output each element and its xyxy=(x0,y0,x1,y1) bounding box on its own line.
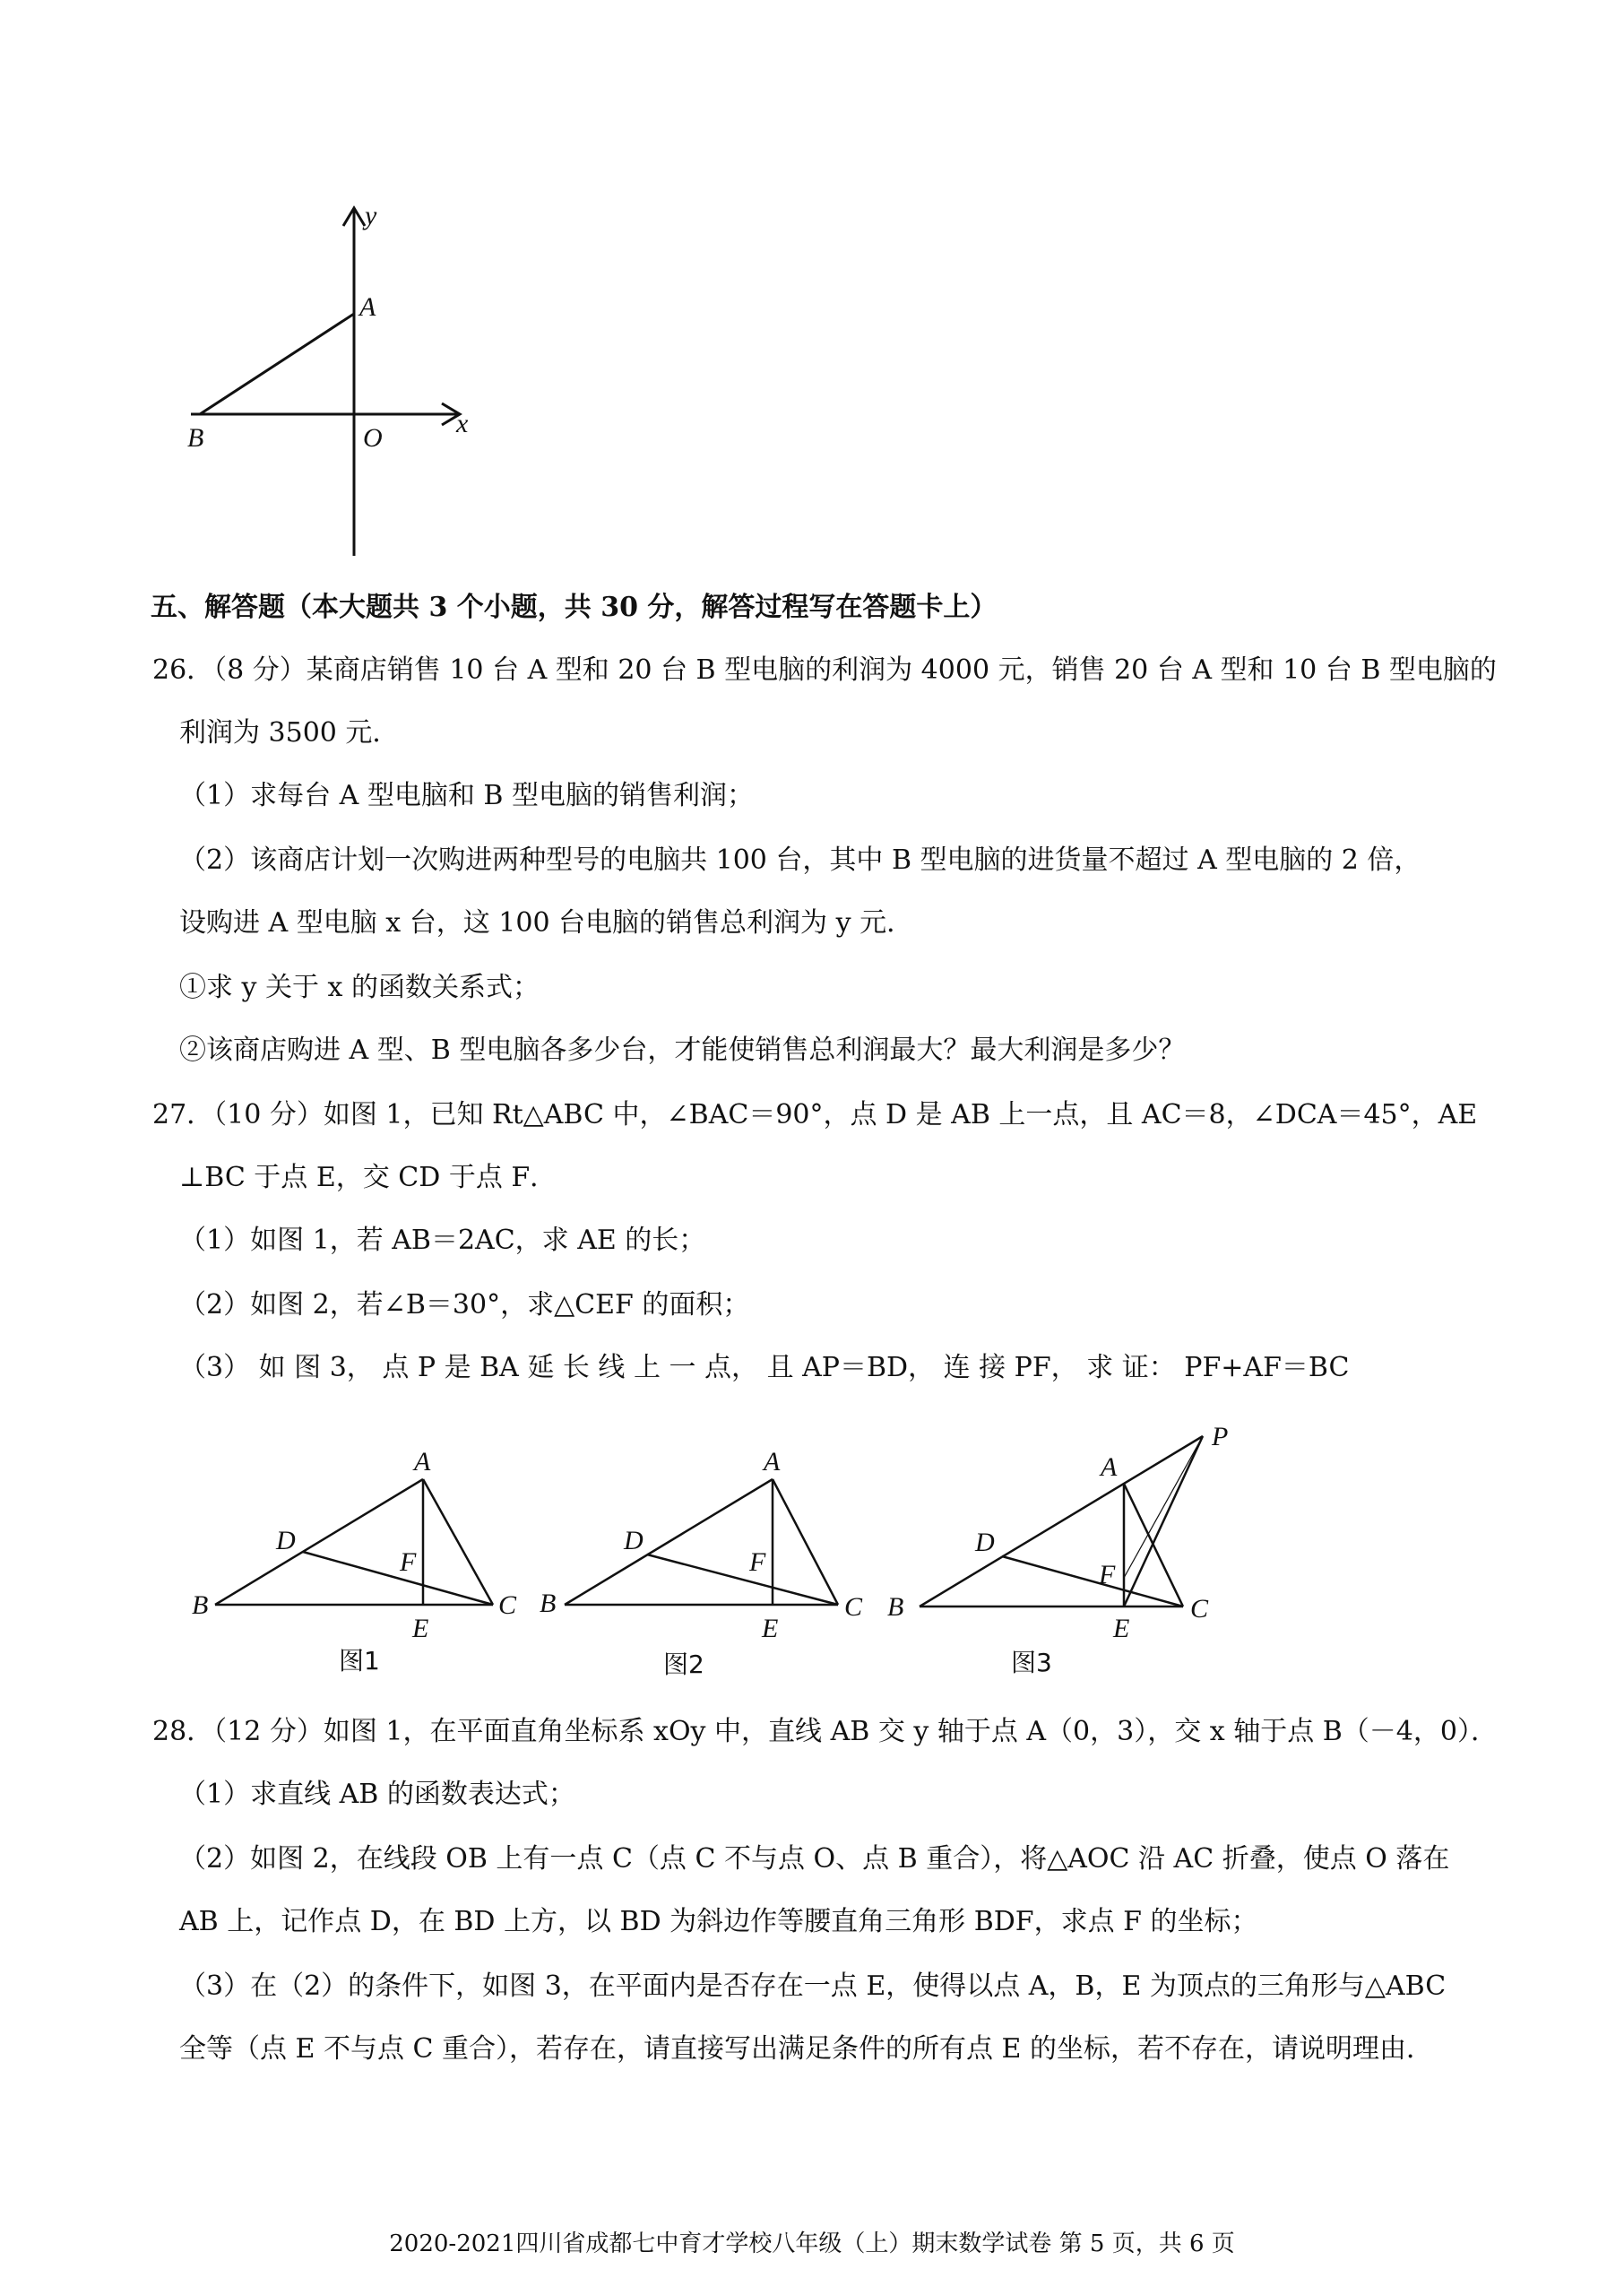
q27-part2: （2）如图 2，若∠B＝30°，求△CEF 的面积； xyxy=(179,1289,750,1321)
q26-part2c: ①求 y 关于 x 的函数关系式； xyxy=(179,972,540,1003)
label-o: O xyxy=(363,423,383,453)
label-d: D xyxy=(624,1526,644,1555)
label-b: B xyxy=(540,1589,557,1618)
q27-part1: （1）如图 1，若 AB＝2AC，求 AE 的长； xyxy=(179,1225,706,1256)
label-y: y xyxy=(365,201,377,230)
label-c: C xyxy=(498,1590,517,1620)
figure-2 xyxy=(529,1434,887,1685)
label-d: D xyxy=(975,1528,995,1557)
figure-3 xyxy=(878,1416,1273,1685)
label-x: x xyxy=(456,409,469,438)
q28-part2a: （2）如图 2，在线段 OB 上有一点 C（点 C 不与点 O、点 B 重合），将△AOC 沿 AC 折叠，使点 O 落在 xyxy=(179,1843,1450,1875)
side-bp xyxy=(920,1436,1203,1606)
label-f: F xyxy=(400,1547,417,1577)
q27-line1: 27．（10 分）如图 1，已知 Rt△ABC 中，∠BAC＝90°，点 D 是 AB 上一点，且 AC＝8，∠DCA＝45°，AE xyxy=(152,1099,1478,1130)
q26-part2b: 设购进 A 型电脑 x 台，这 100 台电脑的销售总利润为 y 元． xyxy=(179,907,914,939)
caption: 图1 xyxy=(339,1646,380,1676)
q28-part1: （1）求直线 AB 的函数表达式； xyxy=(179,1779,575,1810)
label-d: D xyxy=(276,1526,296,1555)
label-e: E xyxy=(762,1614,779,1643)
q28-part3a: （3）在（2）的条件下，如图 3，在平面内是否存在一点 E，使得以点 A，B，E 为顶点的三角形与△ABC xyxy=(179,1970,1447,2002)
side-ac xyxy=(423,1479,493,1605)
q28-part2b: AB 上，记作点 D，在 BD 上方，以 BD 为斜边作等腰直角三角形 BDF，求点 F 的坐标； xyxy=(179,1906,1258,1937)
q26-part1: （1）求每台 A 型电脑和 B 型电脑的销售利润； xyxy=(179,780,754,811)
label-a: A xyxy=(359,292,376,322)
q27-line2: ⊥BC 于点 E，交 CD 于点 F． xyxy=(179,1162,557,1193)
label-a: A xyxy=(414,1447,431,1477)
label-f: F xyxy=(749,1547,766,1577)
segment-cd xyxy=(1002,1556,1183,1606)
label-c: C xyxy=(844,1592,863,1622)
q28-line1: 28．（12 分）如图 1，在平面直角坐标系 xOy 中，直线 AB 交 y 轴于点 A（0，3），交 x 轴于点 B（－4，0）． xyxy=(152,1716,1498,1747)
caption: 图3 xyxy=(1011,1648,1052,1677)
segment-pe xyxy=(1124,1436,1203,1606)
page-footer: 2020-2021四川省成都七中育才学校八年级（上）期末数学试卷 第 5 页，共 6 页 xyxy=(389,2230,1235,2257)
label-e: E xyxy=(412,1614,429,1643)
label-e: E xyxy=(1113,1614,1130,1643)
label-a: A xyxy=(764,1447,781,1477)
q26-line1: 26．（8 分）某商店销售 10 台 A 型和 20 台 B 型电脑的利润为 4000 元，销售 20 台 A 型和 10 台 B 型电脑的 xyxy=(152,654,1497,686)
side-ab xyxy=(215,1479,423,1605)
label-b: B xyxy=(887,1592,904,1622)
q26-line2: 利润为 3500 元． xyxy=(179,717,400,749)
label-c: C xyxy=(1190,1594,1209,1624)
q28-part3b: 全等（点 E 不与点 C 重合），若存在，请直接写出满足条件的所有点 E 的坐标，若不存在，请说明理由． xyxy=(179,2033,1433,2065)
label-b: B xyxy=(192,1590,209,1620)
caption: 图2 xyxy=(663,1650,704,1679)
segment-ab xyxy=(200,314,354,414)
coordinate-figure xyxy=(175,197,497,565)
q27-part3: （3） 如 图 3， 点 P 是 BA 延 长 线 上 一 点， 且 AP＝BD， 连 接 PF， 求 证： PF+AF＝BC xyxy=(179,1352,1350,1383)
label-b: B xyxy=(187,423,204,453)
label-f: F xyxy=(1099,1560,1116,1589)
label-a: A xyxy=(1101,1452,1118,1482)
side-ac xyxy=(773,1479,838,1605)
segment-cd xyxy=(303,1552,493,1605)
side-ab xyxy=(565,1479,773,1605)
figure-1 xyxy=(179,1434,538,1685)
section-title: 五、解答题（本大题共 3 个小题，共 30 分，解答过程写在答题卡上） xyxy=(151,592,998,623)
q26-part2d: ②该商店购进 A 型、B 型电脑各多少台，才能使销售总利润最大？最大利润是多少？ xyxy=(179,1035,1186,1066)
label-p: P xyxy=(1212,1422,1229,1451)
q26-part2a: （2）该商店计划一次购进两种型号的电脑共 100 台，其中 B 型电脑的进货量不超过 A 型电脑的 2 倍， xyxy=(179,844,1421,876)
segment-cd xyxy=(647,1555,838,1605)
